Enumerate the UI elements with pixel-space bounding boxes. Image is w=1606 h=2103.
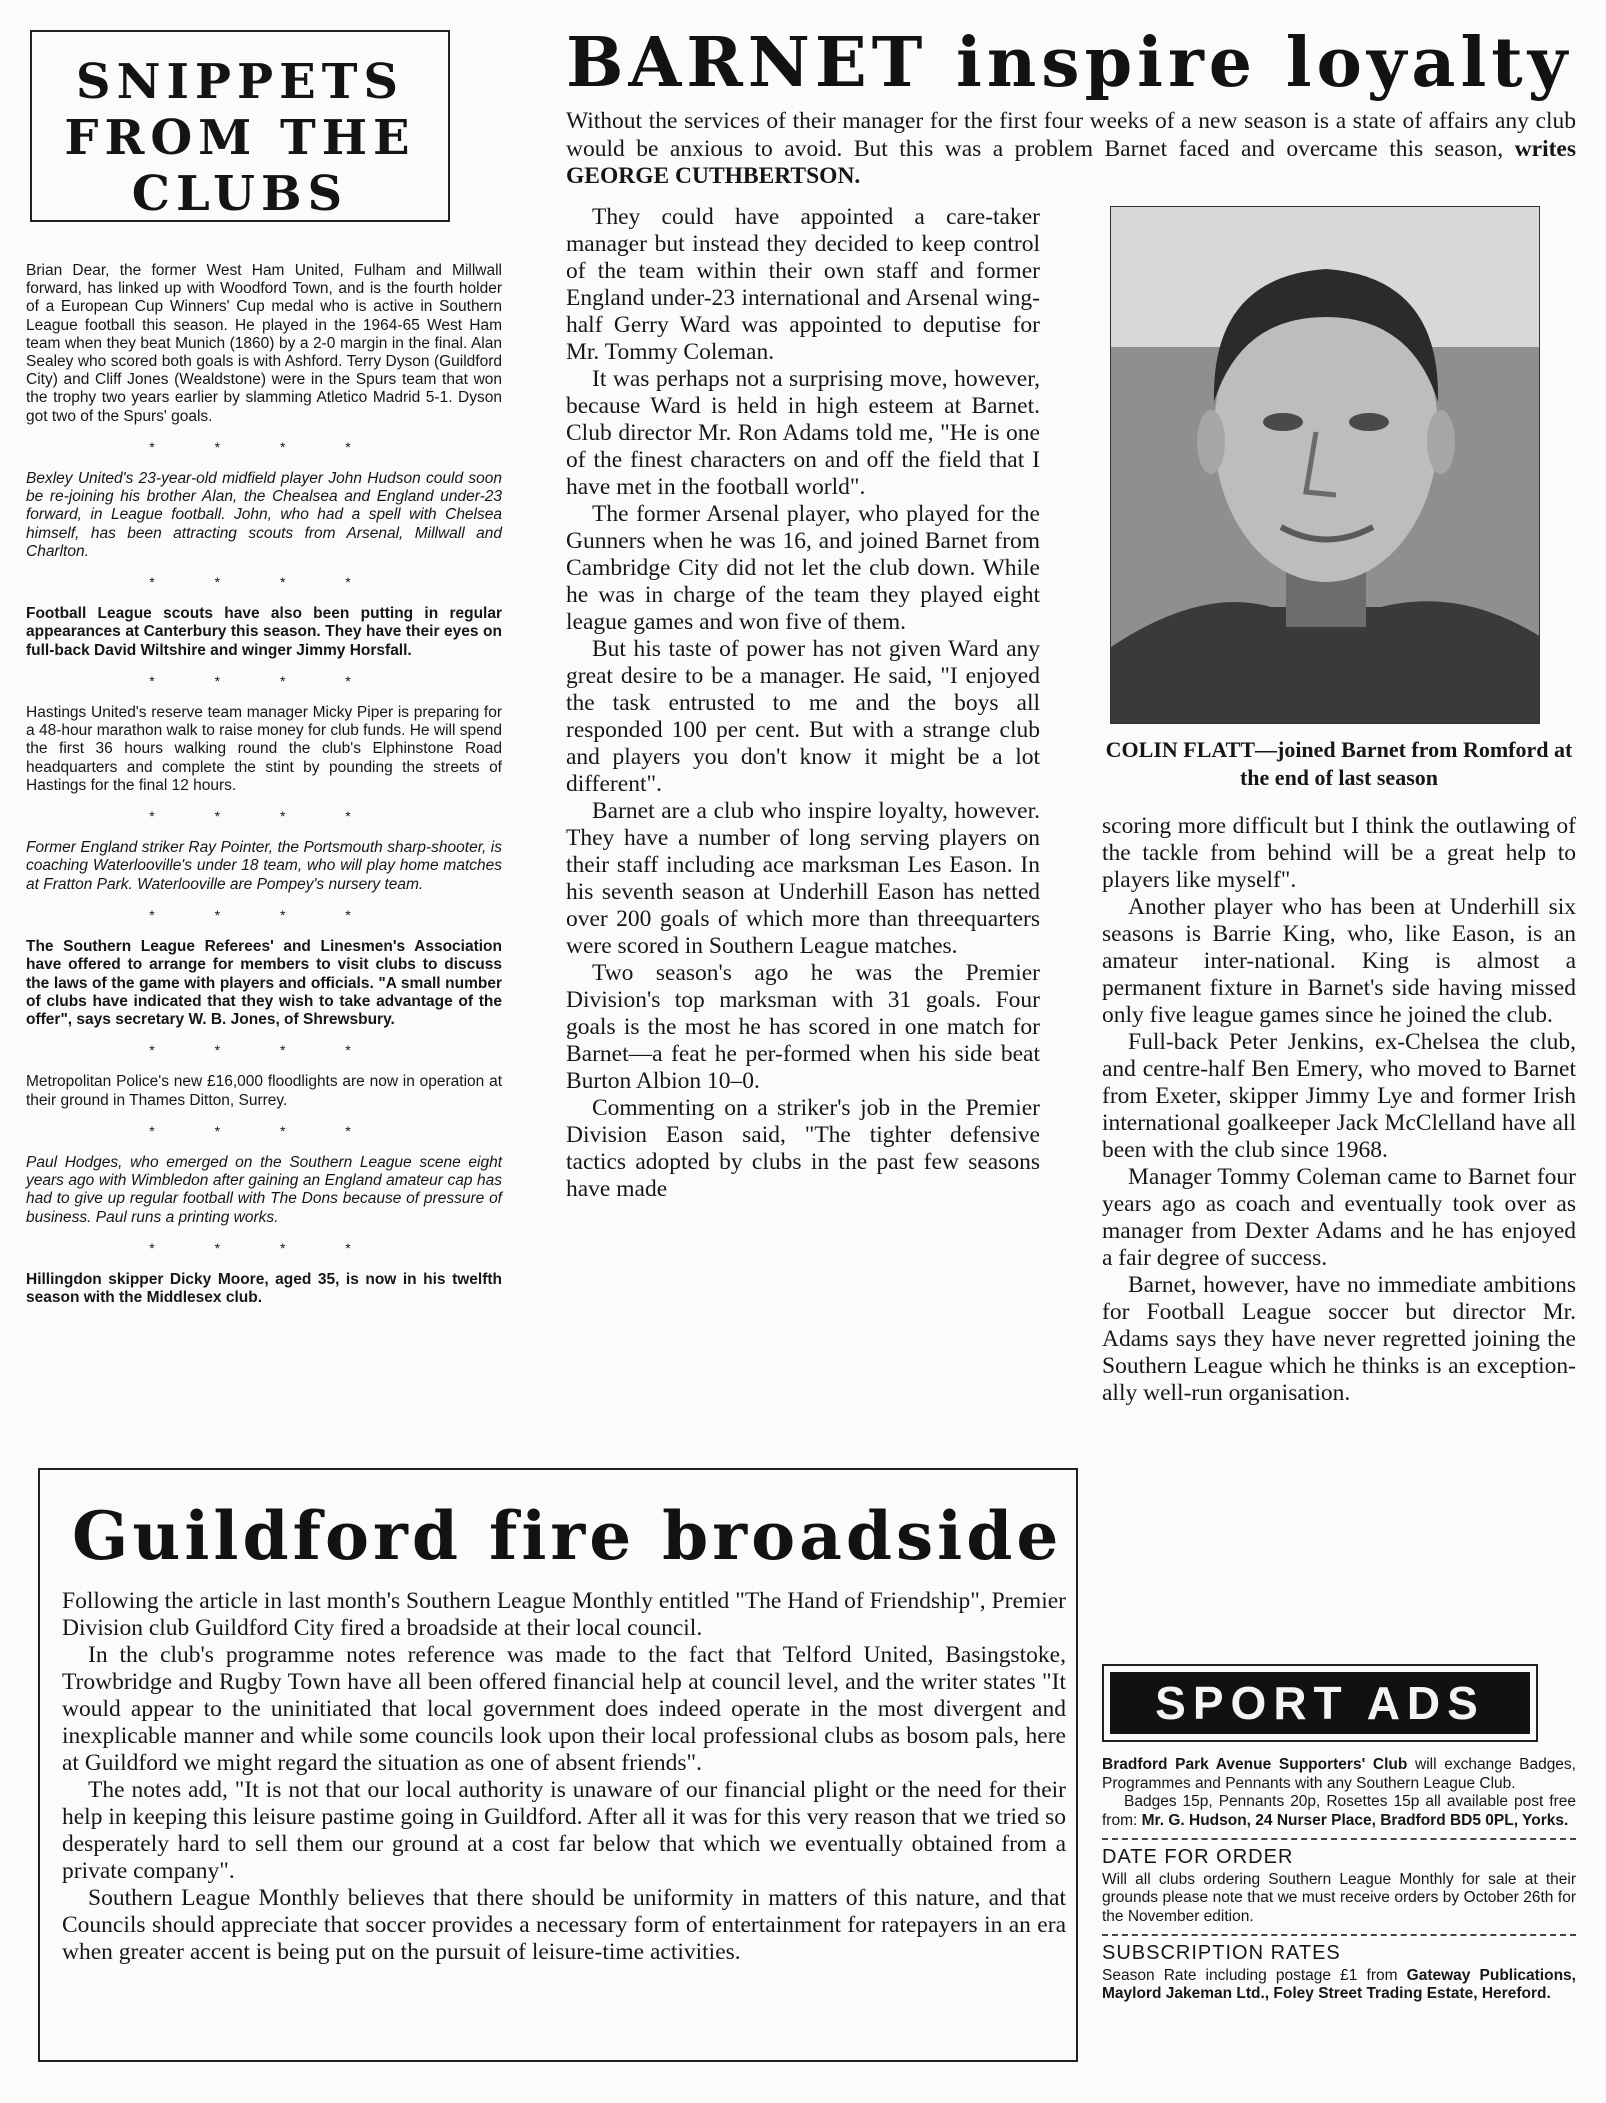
guildford-paragraph: Following the article in last month's Southern League Monthly entitled "The Hand of Friendship", Premier Division club Guildford City fired a broadside at their local council. <box>62 1588 1066 1641</box>
snippet-item: Brian Dear, the former West Ham United, Fulham and Millwall forward, has linked up with Woodford Town, and is the fourth holder of a European Cup Winners' Cup medal who is active in Southern League football this season. He played in the 1964-65 West Ham team when they beat Munich (1860) by a 2-0 margin in the final. Alan Sealey who scored both goals is with Ashford. Terry Dyson (Guildford City) and Cliff Jones (Wealdstone) were in the Spurs team that won the trophy two years earlier by slamming Atletico Madrid 5-1. Dyson got two of the Spurs' goals. <box>26 262 502 425</box>
guildford-body <box>62 1588 1066 1966</box>
sport-ads-title: SPORT ADS <box>1110 1672 1530 1734</box>
dashed-divider <box>1102 1934 1576 1936</box>
ad-bradford-text: will exchange Badges, Programmes and Pennants with any Southern League Club. <box>1102 1756 1576 1792</box>
ad-bradford-prices-line <box>1102 1793 1576 1830</box>
barnet-paragraph: Barnet are a club who inspire loyalty, however. They have a number of long serving players on their staff including ace marksman Les Eason. In his seventh season at Underhill Eason has netted over 200 goals of which more than threequarters were scored in Southern League matches. <box>566 798 1040 959</box>
ad-bradford-lead: Bradford Park Avenue Supporters' Club <box>1102 1756 1408 1773</box>
snippet-item: Former England striker Ray Pointer, the Portsmouth sharp-shooter, is coaching Waterlooville's under 18 team, who will play home matches at Fratton Park. Waterlooville are Pompey's nursery team. <box>26 839 502 893</box>
barnet-paragraph: They could have appointed a care-taker manager but instead they decided to keep control of the team within their own staff and former England under-23 international and Arsenal wing-half Gerry Ward was appointed to deputise for Mr. Tommy Coleman. <box>566 204 1040 365</box>
subscription-address: Gateway Publications, Maylord Jakeman Ltd., Foley Street Trading Estate, Hereford. <box>1102 1966 1576 2002</box>
barnet-paragraph: Barnet, however, have no immediate ambitions for Football League soccer but director Mr. Adams says they have never regretted joining the Southern League which he thinks is an exception-ally well-run organisation. <box>1102 1272 1576 1406</box>
subscription-text: Season Rate including postage £1 from <box>1102 1966 1398 1984</box>
guildford-paragraph: The notes add, "It is not that our local authority is unaware of our financial plight or the need for their help in keeping this leisure pastime going in Guildford. After all it was for this very reason that we tried so desperately hard to sell them our ground at a cost far below that which we eventually obtained from a private company". <box>62 1777 1066 1884</box>
ad-bradford-prices: Badges 15p, Pennants 20p, Rosettes 15p all available post free from: <box>1102 1793 1576 1829</box>
sport-ads-banner <box>1102 1664 1538 1742</box>
snippet-item: Paul Hodges, who emerged on the Southern League scene eight years ago with Wimbledon after gaining an England amateur cap has had to give up regular football with The Dons because of pressure of business. Paul runs a printing works. <box>26 1153 502 1226</box>
snippet-item: Football League scouts have also been putting in regular appearances at Canterbury this season. They have their eyes on full-back David Wiltshire and winger Jimmy Horsfall. <box>26 605 502 659</box>
snippet-separator: * * * * <box>149 574 379 591</box>
dashed-divider <box>1102 1838 1576 1840</box>
barnet-paragraph: Full-back Peter Jenkins, ex-Chelsea the club, and centre-half Ben Emery, who moved to Barnet from Exeter, skipper Jimmy Lye and former Irish international goalkeeper Jack McClelland have all been with the club since 1968. <box>1102 1029 1576 1163</box>
barnet-intro-text: Without the services of their manager for the first four weeks of a new season is a state of affairs any club would be anxious to avoid. But this was a problem Barnet faced and overcame this season, <box>566 108 1576 162</box>
snippet-item: The Southern League Referees' and Linesmen's Association have offered to arrange for members to visit clubs to discuss the laws of the game with players and officials. "A small number of clubs have indicated that they wish to take advantage of the offer", says secretary W. B. Jones, of Shrewsbury. <box>26 938 502 1028</box>
subscription-heading: SUBSCRIPTION RATES <box>1102 1942 1341 1964</box>
snippet-separator: * * * * <box>149 808 379 825</box>
player-photo <box>1110 206 1540 724</box>
snippet-separator: * * * * <box>149 1042 379 1059</box>
snippet-separator: * * * * <box>149 438 379 455</box>
date-for-order-heading: DATE FOR ORDER <box>1102 1846 1294 1868</box>
snippets-header-box <box>30 30 450 222</box>
subscription-line <box>1102 1967 1576 2004</box>
snippet-item: Hastings United's reserve team manager Micky Piper is preparing for a 48-hour marathon walk to raise money for club funds. He will spend the first 36 hours walking round the club's Elphinstone Road headquarters and complete the stint by pounding the streets of Hastings for the final 12 hours. <box>26 704 502 794</box>
date-for-order-text: Will all clubs ordering Southern League Monthly for sale at their grounds please note that we must receive orders by October 26th for the November edition. <box>1102 1870 1576 1925</box>
sport-ads-column <box>1102 1756 1576 2004</box>
snippet-item: Bexley United's 23-year-old midfield player John Hudson could soon be re-joining his brother Alan, the Chealsea and England under-23 forward, in League football. John, who had a spell with Chelsea himself, has been attracting scouts from Arsenal, Millwall and Charlton. <box>26 470 502 560</box>
guildford-paragraph: Southern League Monthly believes that there should be uniformity in matters of this nature, and that Councils should appreciate that soccer provides a necessary form of entertainment for ratepayers in an era when greater accent is being put on the pursuit of leisure-time activities. <box>62 1885 1066 1965</box>
barnet-column-2 <box>1102 813 1576 1407</box>
player-portrait-icon <box>1111 207 1540 724</box>
snippets-column <box>26 262 502 1307</box>
snippet-separator: * * * * <box>149 672 379 689</box>
snippet-separator: * * * * <box>149 1122 379 1139</box>
snippets-title: SNIPPETS FROM THE CLUBS <box>64 54 416 222</box>
barnet-paragraph: It was perhaps not a surprising move, however, because Ward is held in high esteem at Barnet. Club director Mr. Ron Adams told me, "He is one of the finest characters on and off the field that I have met in the football world". <box>566 366 1040 500</box>
photo-caption: COLIN FLATT—joined Barnet from Romford at the end of last season <box>1105 737 1573 790</box>
barnet-paragraph: The former Arsenal player, who played for the Gunners when he was 16, and joined Barnet from Cambridge City did not let the club down. While he was in charge of the team they played eight league games and won five of them. <box>566 501 1040 635</box>
snippet-item: Metropolitan Police's new £16,000 floodlights are now in operation at their ground in Thames Ditton, Surrey. <box>26 1073 502 1109</box>
barnet-headline: BARNET inspire loyalty <box>566 23 1573 103</box>
barnet-column-1 <box>566 204 1040 1203</box>
barnet-paragraph: Commenting on a striker's job in the Premier Division Eason said, "The tighter defensive tactics adopted by clubs in the past few seasons have made <box>566 1095 1040 1202</box>
guildford-headline: Guildford fire broadside <box>72 1497 1063 1575</box>
ad-bradford <box>1102 1756 1576 1793</box>
ad-bradford-address: Mr. G. Hudson, 24 Nurser Place, Bradford BD5 0PL, Yorks. <box>1141 1811 1569 1829</box>
snippet-separator: * * * * <box>149 1239 379 1256</box>
barnet-paragraph: But his taste of power has not given Ward any great desire to be a manager. He said, "I enjoyed the task entrusted to me and the boys all responded 100 per cent. But with a strange club and players you don't know it might be a lot different". <box>566 636 1040 797</box>
barnet-byline: writes GEORGE CUTHBERTSON. <box>566 135 1577 189</box>
barnet-intro <box>566 108 1576 191</box>
barnet-paragraph: Two season's ago he was the Premier Division's top marksman with 31 goals. Four goals is the most he has scored in one match for Barnet—a feat he per-formed when his side beat Burton Albion 10–0. <box>566 960 1040 1094</box>
snippet-separator: * * * * <box>149 906 379 923</box>
guildford-paragraph: In the club's programme notes reference was made to the fact that Telford United, Basingstoke, Trowbridge and Rugby Town have all been offered financial help at council level, and the writer states "It would appear to the uninitiated that local government does indeed operate in the most divergent and inexplicable manner and while some councils look upon their local professional clubs as bosom pals, here at Guildford we might regard the situation as one of absent friends". <box>62 1642 1066 1776</box>
barnet-paragraph: scoring more difficult but I think the outlawing of the tackle from behind will be a great help to players like myself". <box>1102 813 1576 893</box>
barnet-paragraph: Another player who has been at Underhill six seasons is Barrie King, who, like Eason, is an amateur inter-national. King is almost a permanent fixture in Barnet's side having missed only five league games since he joined the club. <box>1102 894 1576 1028</box>
snippet-item: Hillingdon skipper Dicky Moore, aged 35, is now in his twelfth season with the Middlesex club. <box>26 1270 502 1307</box>
barnet-paragraph: Manager Tommy Coleman came to Barnet four years ago as coach and eventually took over as manager from Dexter Adams and he has enjoyed a fair degree of success. <box>1102 1164 1576 1271</box>
